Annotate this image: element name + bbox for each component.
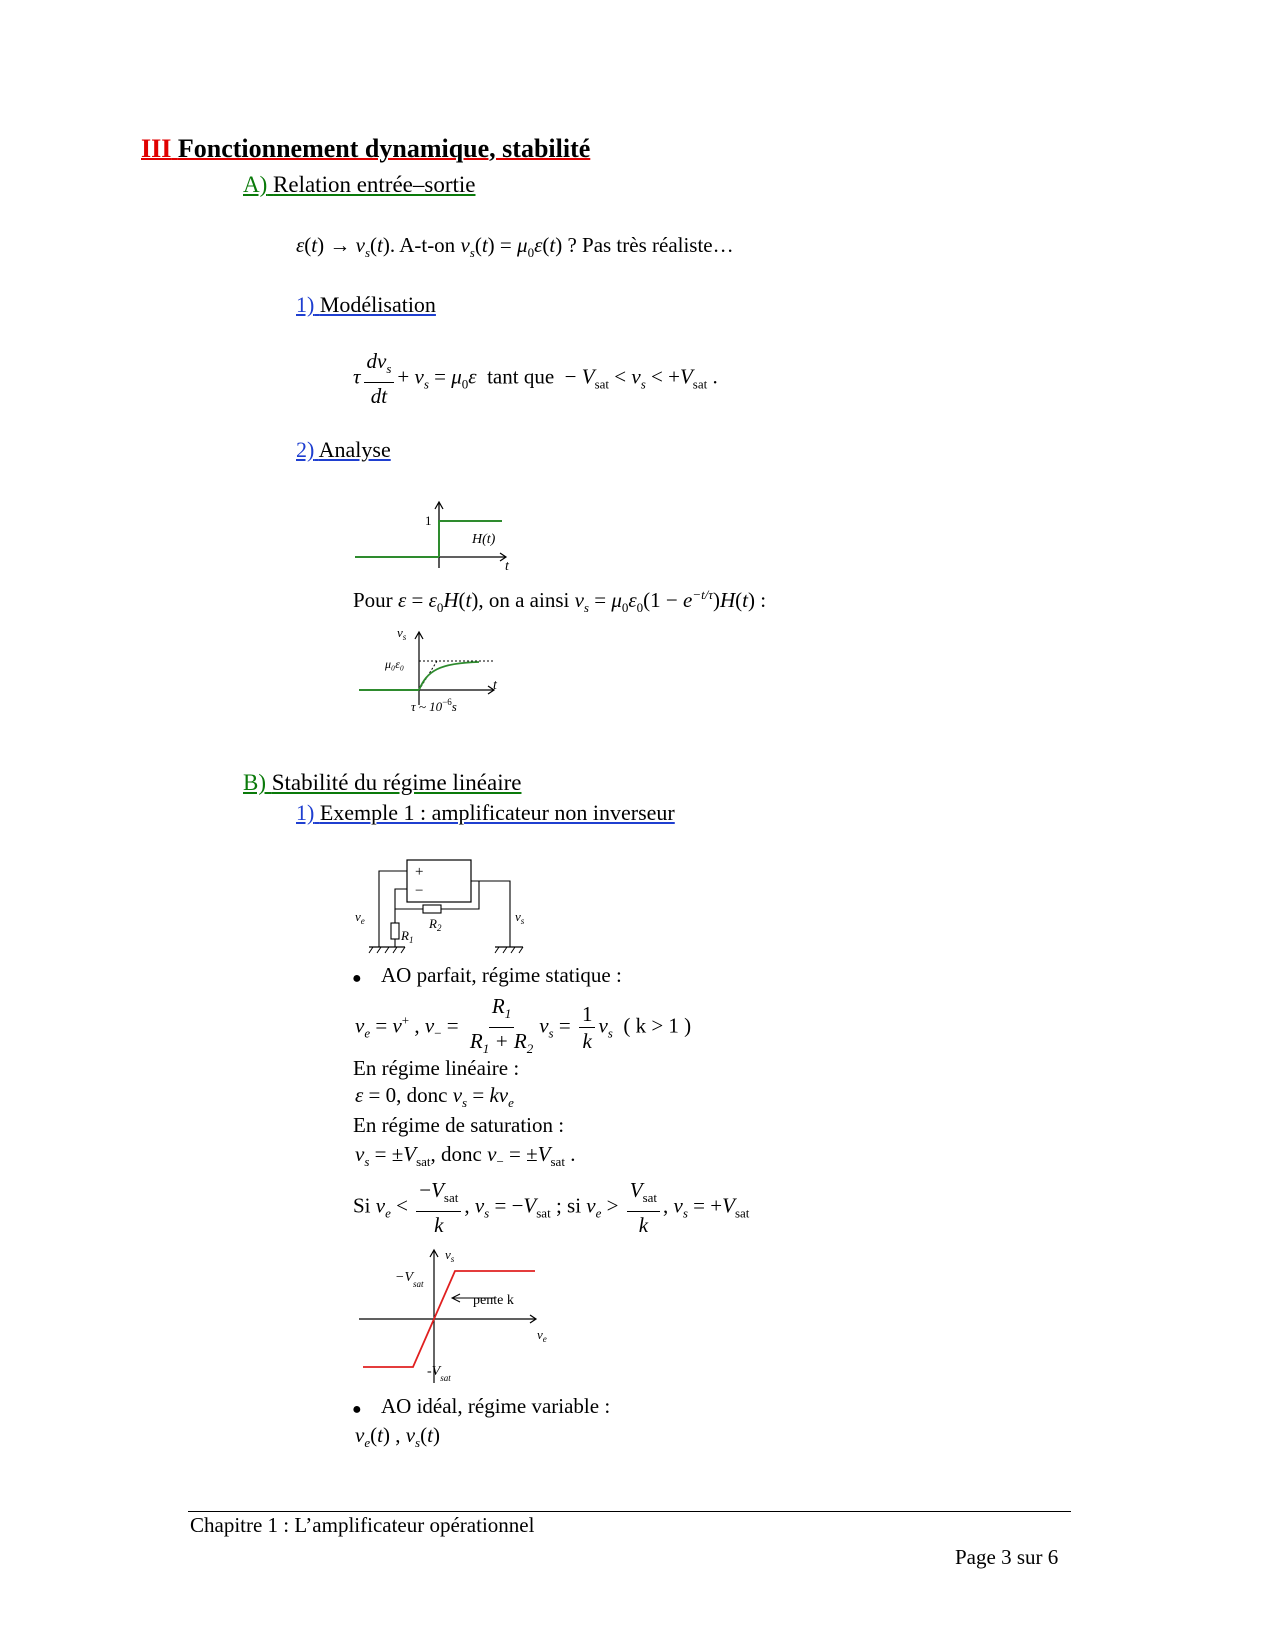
vs-axis-label: $v_s$ [445,1247,455,1264]
ve-label: $v_e$ [355,909,365,926]
a2-title: Analyse [318,437,391,462]
ve-axis-label: $v_e$ [537,1327,547,1344]
bullet-dot: ● [352,1401,362,1418]
linear-regime-title: En régime linéaire : [353,1056,520,1080]
static-equation: $v_e = v^+$ , $v_-$ = $\frac{R_1}{R_1 + R_2}$ $v_s$ = $\frac{1}{k}$ $v_s$ ( k > 1 ) [355,994,692,1057]
footer-chapter: Chapitre 1 : L’amplificateur opérationnel [190,1513,535,1537]
si2-text: ; si [555,1193,582,1218]
resistor-r1 [391,923,399,939]
vs-label: $v_s$ [397,625,407,642]
vsat-bottom-label: $-V_{sat}$ [427,1364,451,1383]
subsubsection-a2-heading [296,437,391,463]
saturation-regime-title: En régime de saturation : [353,1113,565,1137]
subsection-b-title: Stabilité du régime linéaire [271,770,522,795]
subsubsection-a1-heading [296,292,436,318]
a1-number: 1) [296,292,315,317]
saturation-regime-equation: $v_s = \pm V_{sat}$, donc $v_- = \pm V_{sat}$ . [355,1142,576,1170]
section-title: Fonctionnement dynamique, stabilité [177,134,591,163]
model-condition-text: tant que [487,364,555,389]
intro-aton: . A-t-on [389,233,456,257]
footer-divider [188,1511,1071,1512]
si-condition-equation: Si $v_e$ < $\frac{-V_{sat}}{k}$ , $v_s = -V_{sat}$ ; si $v_e$ > $\frac{V_{sat}}{k}$ , $v_s = +V_{sat}$ [353,1178,750,1238]
a2-number: 2) [296,437,315,462]
b1-number: 1) [296,800,315,825]
step-label: H(t) [472,532,496,547]
subsection-a-number: A) [243,172,268,197]
bullet-dot: ● [352,970,362,987]
step-t-label: t [505,559,509,572]
t-label: t [493,678,497,693]
response-equation: Pour $\varepsilon = \varepsilon_0H(t)$, on a ainsi $v_s = \mu_0\varepsilon_0(1 - e^{-t/\tau})H(t)$ : [353,587,767,616]
step-level-one: 1 [425,513,432,528]
ground-left-hatch-icon [369,947,405,953]
b1-title: Exemple 1 : amplificateur non inverseur [319,800,675,825]
step-response-graph [355,623,505,715]
subsubsection-b1-heading [296,800,675,826]
a1-title: Modélisation [319,292,436,317]
bullet-ao-parfait: AO parfait, régime statique : [381,963,622,987]
saturation-donc: , donc [430,1142,482,1166]
linear-regime-equation: ε = 0, donc $v_s = kv_e$ [355,1083,514,1111]
linear-donc: , donc [396,1083,448,1107]
subsection-a-heading [243,172,475,198]
intro-line: $\varepsilon(t) \to v_s(t)$. A-t-on $v_s(t) = \mu_0\varepsilon(t)$ ? Pas très réaliste… [296,233,734,261]
feedback-wire-right [441,881,479,909]
r1-label: $R_1$ [401,928,414,945]
non-inverting-amplifier-circuit [355,857,535,957]
plus-input-label: + [415,864,424,880]
si-text: Si [353,1193,371,1218]
k-condition: ( k > 1 ) [623,1013,692,1038]
asymptote-label: μ₀ε₀ [385,657,405,671]
subsection-a-title: Relation entrée–sortie [273,172,476,197]
tau-label: τ ~ $10^{-6}s$ [411,697,457,714]
intro-remark: ? Pas très réaliste… [562,233,734,257]
vsat-top-label: $-V_{sat}$ [395,1270,424,1289]
section-heading [141,134,590,164]
output-wire [471,881,510,947]
footer-page-number: Page 3 sur 6 [955,1545,1059,1569]
pour-text: Pour [353,588,393,612]
minus-input-label: − [415,883,424,899]
ground-right-hatch-icon [495,947,523,953]
step-function-graph [355,500,515,572]
bullet-ao-ideal: AO idéal, régime variable : [381,1394,611,1418]
subsection-b-heading [243,770,521,796]
vs-label: $v_s$ [515,909,525,926]
slope-label: pente k [473,1293,514,1308]
on-a-text: , on a ainsi [478,588,570,612]
subsection-b-number: B) [243,770,266,795]
resistor-r2 [423,905,441,913]
variable-regime-signals: $v_e(t)$ , $v_s(t)$ [355,1423,440,1451]
response-curve [419,662,479,690]
model-equation: τ $\frac{dv_s}{dt}$ + $v_s = \mu_0\varepsilon$ tant que − $V_{sat} < v_s < +V_{sat}$ . [353,349,718,409]
transfer-characteristic-graph [355,1245,570,1390]
r2-label: $R_2$ [429,916,442,933]
section-number: III [141,134,172,163]
